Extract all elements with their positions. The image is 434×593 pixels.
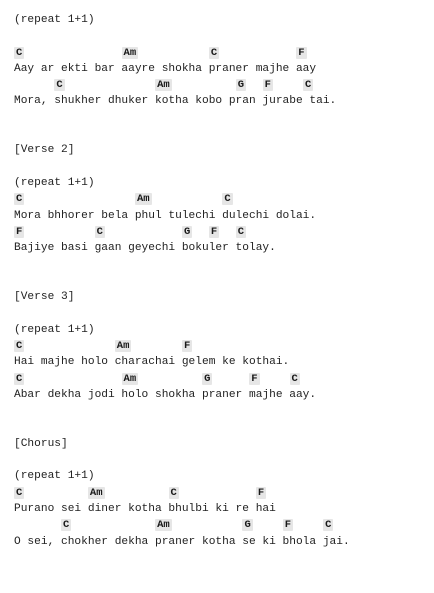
blank-line	[14, 256, 350, 272]
blank-line	[14, 452, 350, 468]
song-section	[14, 142, 350, 289]
chord-c[interactable]: C	[170, 486, 177, 499]
repeat-note: (repeat 1+1)	[14, 176, 95, 189]
chord-c[interactable]: C	[325, 519, 332, 532]
chord-f[interactable]: F	[264, 79, 271, 92]
lyric-line: Mora bhhorer bela phul tulechi dulechi dolai.	[14, 209, 317, 222]
chord-c[interactable]: C	[63, 519, 70, 532]
chord-am[interactable]: Am	[123, 372, 137, 385]
section-header: [Verse 3]	[14, 291, 75, 304]
blank-line	[14, 159, 350, 175]
chord-line	[14, 338, 350, 354]
blank-line	[14, 305, 350, 321]
chord-am[interactable]: Am	[116, 339, 130, 352]
lyric-line: Purano sei diner kotha bhulbi ki re hai	[14, 502, 276, 515]
chord-sheet	[14, 12, 350, 550]
blank-line	[14, 126, 350, 142]
repeat-note: (repeat 1+1)	[14, 14, 95, 26]
chord-line	[14, 191, 350, 207]
chord-line	[14, 517, 350, 533]
chord-c[interactable]: C	[291, 372, 298, 385]
song-section	[14, 289, 350, 436]
blank-line	[14, 403, 350, 419]
chord-am[interactable]: Am	[157, 519, 170, 532]
chord-g[interactable]: G	[204, 372, 211, 385]
chord-line	[14, 77, 350, 93]
chord-c[interactable]: C	[56, 79, 63, 92]
chord-f[interactable]: F	[210, 225, 218, 238]
chord-c[interactable]: C	[224, 193, 231, 206]
song-section	[14, 12, 350, 142]
blank-line	[14, 28, 350, 44]
chord-line	[14, 371, 350, 387]
chord-c[interactable]: C	[16, 486, 23, 499]
chord-line	[14, 485, 350, 501]
chord-f[interactable]: F	[257, 486, 265, 499]
lyric-line: Mora, shukher dhuker kotha kobo pran jurabe tai.	[14, 95, 337, 108]
chord-f[interactable]: F	[16, 225, 23, 238]
lyric-line: Hai majhe holo charachai gelem ke kothai.	[14, 356, 290, 369]
chord-c[interactable]: C	[210, 46, 218, 59]
chord-am[interactable]: Am	[157, 79, 170, 92]
chord-c[interactable]: C	[16, 193, 23, 206]
lyric-line: Abar dekha jodi holo shokha praner majhe aay.	[14, 388, 317, 401]
lyric-line: Aay ar ekti bar aayre shokha praner majhe aay	[14, 62, 317, 75]
lyric-line: Bajiye basi gaan geyechi bokuler tolay.	[14, 242, 276, 255]
section-header: [Chorus]	[14, 437, 68, 450]
song-section	[14, 436, 350, 550]
chord-f[interactable]: F	[251, 372, 258, 385]
blank-line	[14, 273, 350, 289]
chord-line	[14, 224, 350, 240]
chord-am[interactable]: Am	[89, 486, 103, 499]
blank-line	[14, 110, 350, 126]
blank-line	[14, 419, 350, 435]
chord-c[interactable]: C	[237, 225, 245, 238]
chord-g[interactable]: G	[184, 225, 191, 238]
chord-f[interactable]: F	[284, 519, 292, 532]
chord-c[interactable]: C	[16, 372, 23, 385]
chord-g[interactable]: G	[244, 519, 251, 532]
chord-f[interactable]: F	[184, 339, 191, 352]
chord-c[interactable]: C	[96, 225, 103, 238]
chord-c[interactable]: C	[16, 339, 23, 352]
chord-line	[14, 45, 350, 61]
repeat-note: (repeat 1+1)	[14, 323, 95, 336]
repeat-note: (repeat 1+1)	[14, 470, 95, 483]
section-header: [Verse 2]	[14, 144, 75, 157]
chord-am[interactable]: Am	[123, 46, 137, 59]
chord-f[interactable]: F	[298, 46, 305, 59]
chord-c[interactable]: C	[304, 79, 312, 92]
chord-g[interactable]: G	[237, 79, 245, 92]
chord-am[interactable]: Am	[136, 193, 150, 206]
lyric-line: O sei, chokher dekha praner kotha se ki bhola jai.	[14, 535, 350, 548]
chord-c[interactable]: C	[16, 46, 23, 59]
